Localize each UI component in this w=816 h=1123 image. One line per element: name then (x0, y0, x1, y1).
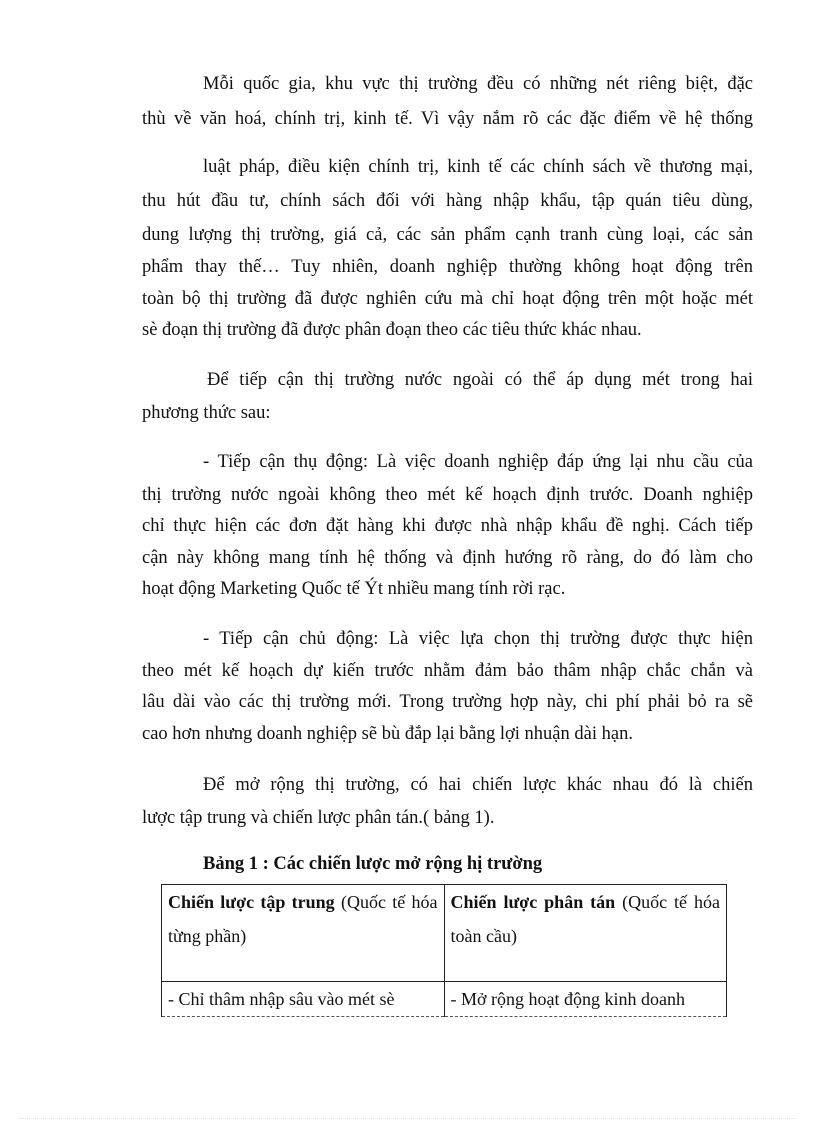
paragraph-3-line-2: phương thức sau: (142, 403, 271, 423)
header-title: Chiến lược phân tán (450, 892, 616, 912)
paragraph-4-line-1: - Tiếp cận thụ động: Là việc doanh nghiệp đáp ứng lại nhu cầu của (203, 452, 753, 472)
paragraph-2-line-1: luật pháp, điều kiện chính trị, kinh tế các chính sách về thương mại, (203, 157, 753, 177)
paragraph-3-line-1: Để tiếp cận thị trường nước ngoài có thể áp dụng mét trong hai (207, 370, 753, 390)
paragraph-2-line-4: phẩm thay thế… Tuy nhiên, doanh nghiệp thường không hoạt động trên (142, 257, 753, 277)
paragraph-2-line-5: toàn bộ thị trường đã được nghiên cứu mà chỉ hoạt động trên một hoặc mét (142, 289, 753, 309)
paragraph-1-line-1: Mỗi quốc gia, khu vực thị trường đều có những nét riêng biệt, đặc (203, 74, 753, 94)
paragraph-2-line-2: thu hút đầu tư, chính sách đối với hàng nhập khẩu, tập quán tiêu dùng, (142, 191, 753, 211)
paragraph-2-line-3: dung lượng thị trường, giá cả, các sản phẩm cạnh tranh cùng loại, các sản (142, 225, 753, 245)
paragraph-4-line-3: chỉ thực hiện các đơn đặt hàng khi được nhà nhập khẩu đề nghị. Cách tiếp (142, 516, 753, 536)
header-subtitle: (Quốc tế hóa từng phần) (168, 892, 438, 946)
page-bottom-divider (20, 1118, 796, 1119)
strategy-table (161, 884, 727, 1017)
paragraph-5-line-4: cao hơn nhưng doanh nghiệp sẽ bù đắp lại bằng lợi nhuận dài hạn. (142, 724, 633, 744)
table-row (162, 982, 727, 1017)
table-header-row (162, 885, 727, 982)
paragraph-2-line-6: sè đoạn thị trường đã được phân đoạn theo các tiêu thức khác nhau. (142, 320, 642, 340)
table-cell: - Mở rộng hoạt động kinh doanh (444, 982, 727, 1017)
paragraph-6-line-1: Để mở rộng thị trường, có hai chiến lược khác nhau đó là chiến (203, 775, 753, 795)
header-cell-dispersed (444, 885, 727, 982)
paragraph-5-line-1: - Tiếp cận chủ động: Là việc lựa chọn thị trường được thực hiện (203, 629, 753, 649)
table-cell: - Chỉ thâm nhập sâu vào mét sè (162, 982, 445, 1017)
paragraph-4-line-5: hoạt động Marketing Quốc tế Ýt nhiều mang tính rời rạc. (142, 579, 566, 599)
paragraph-6-line-2: lược tập trung và chiến lược phân tán.( bảng 1). (142, 808, 495, 828)
table-caption: Bảng 1 : Các chiến lược mở rộng hị trường (203, 854, 543, 874)
paragraph-1-line-2: thù về văn hoá, chính trị, kinh tế. Vì vậy nắm rõ các đặc điểm về hệ thống (142, 109, 753, 129)
header-cell-concentrated (162, 885, 445, 982)
paragraph-5-line-3: lâu dài vào các thị trường mới. Trong trường hợp này, chi phí phải bỏ ra sẽ (142, 692, 753, 712)
paragraph-4-line-4: cận này không mang tính hệ thống và định hướng rõ ràng, do đó làm cho (142, 548, 753, 568)
header-subtitle: (Quốc tế hóa toàn cầu) (450, 892, 720, 946)
header-title: Chiến lược tập trung (168, 892, 335, 912)
paragraph-5-line-2: theo mét kế hoạch dự kiến trước nhằm đảm bảo thâm nhập chắc chắn và (142, 661, 753, 681)
paragraph-4-line-2: thị trường nước ngoài không theo mét kế hoạch định trước. Doanh nghiệp (142, 485, 753, 505)
